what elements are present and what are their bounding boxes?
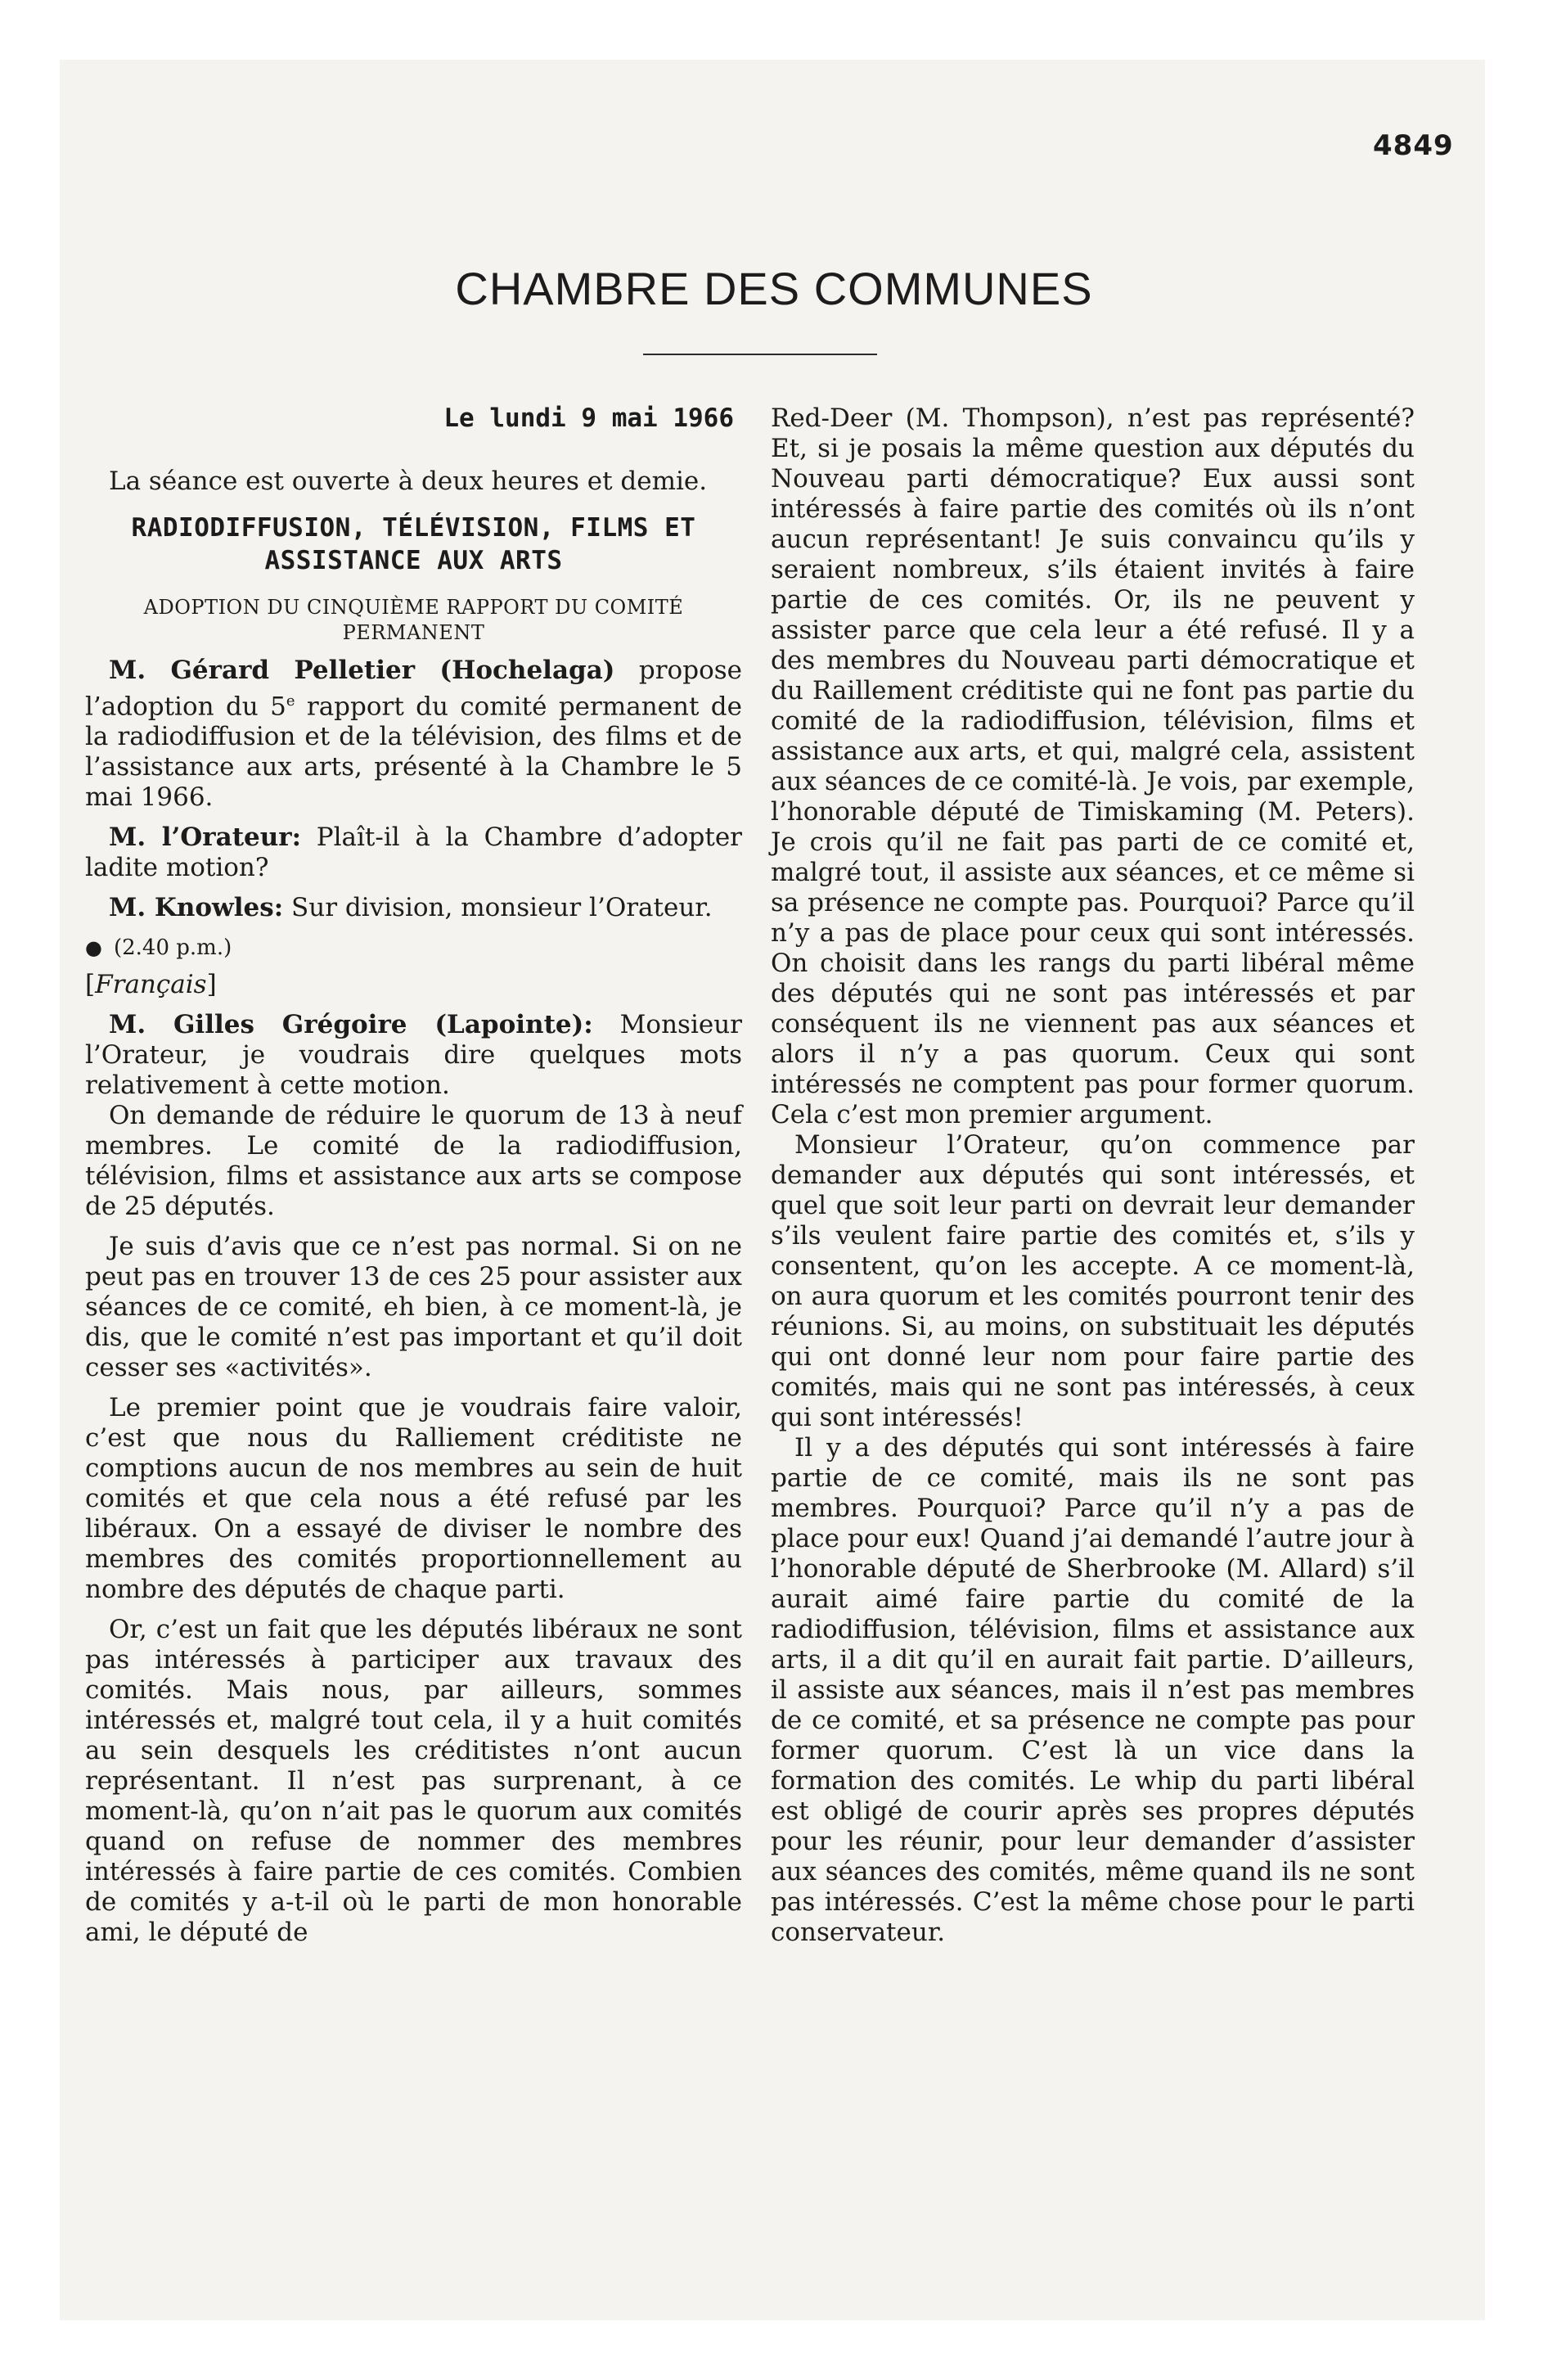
speaker-name: M. Gérard Pelletier (Hochelaga): [109, 656, 615, 685]
speaker-name: M. Knowles:: [109, 893, 284, 923]
left-paragraph: On demande de réduire le quorum de 13 à neuf membres. Le comité de la radiodiffusion, télévision, films et assistance aux arts se compose de 25 députés.: [85, 1101, 742, 1222]
language-marker: [Français]: [85, 970, 217, 1000]
left-paragraph: Je suis d’avis que ce n’est pas normal. Si on ne peut pas en trouver 13 de ces 25 pour assister aux séances de ce comité, eh bien, à ce moment-là, je dis, que le comité n’est pas important et qu’il doit cesser ses «activités».: [85, 1232, 742, 1383]
paragraph-knowles: [85, 893, 742, 923]
paragraph-text: propose l’adoption du 5: [85, 656, 742, 722]
paragraph-orateur: [85, 823, 742, 883]
right-paragraph: Il y a des députés qui sont intéressés à faire partie de ce comité, mais ils ne sont pas membres. Pourquoi? Parce qu’il n’y a pas de place pour eux! Quand j’ai demandé l’autre jour à l’honorable député de Sherbrooke (M. Allard) s’il aurait aimé faire partie du comité de la radiodiffusion, télévision, films et assistance aux arts, il a dit qu’il en aurait fait partie. D’ailleurs, il assiste aux séances, mais il n’est pas membres de ce comité, et sa présence ne compte pas pour former quorum. C’est là un vice dans la formation des comités. Le whip du parti libéral est obligé de courir après ses propres députés pour les réunir, pour leur demander d’assister aux séances des comités, même quand ils ne sont pas intéressés. C’est la même chose pour le parti conservateur.: [771, 1433, 1415, 1947]
paragraph-text: rapport du comité permanent de la radiodiffusion et de la télévision, des films et de l’assistance aux arts, présenté à la Chambre le 5 mai 1966.: [85, 692, 742, 813]
page-title: CHAMBRE DES COMMUNES: [455, 263, 1093, 314]
left-paragraph: Or, c’est un fait que les députés libéraux ne sont pas intéressés à participer aux travaux des comités. Mais nous, par ailleurs, sommes intéressés et, malgré tout cela, il y a huit comités au sein desquels les créditistes n’ont aucun représentant. Il n’est pas surprenant, à ce moment-là, qu’on n’ait pas le quorum aux comités quand on refuse de nommer des membres intéressés à faire partie de ces comités. Combien de comités y a-t-il où le parti de mon honorable ami, le député de: [85, 1615, 742, 1948]
section-subheading: ADOPTION DU CINQUIÈME RAPPORT DU COMITÉ PERMANENT: [143, 596, 684, 644]
language-marker-text: Français: [95, 970, 207, 1000]
opening-statement: La séance est ouverte à deux heures et demie.: [109, 467, 708, 496]
section-heading: RADIODIFFUSION, TÉLÉVISION, FILMS ET ASSISTANCE AUX ARTS: [131, 513, 696, 575]
paragraph-pelletier: [85, 656, 742, 813]
paragraph-text: Sur division, monsieur l’Orateur.: [283, 893, 713, 923]
speaker-name: M. Gilles Grégoire (Lapointe):: [109, 1010, 593, 1040]
right-paragraph: Monsieur l’Orateur, qu’on commence par demander aux députés qui sont intéressés, et quel que soit leur parti on devrait leur demander s’ils veulent faire partie des comités et, s’ils y consentent, qu’on les accepte. A ce moment-là, on aura quorum et les comités pourront tenir des réunions. Si, au moins, on substituait les députés qui ont donné leur nom pour faire partie des comités, mais qui ne sont pas intéressés, à ceux qui sont intéressés!: [771, 1130, 1415, 1432]
page-number: 4849: [1373, 129, 1454, 162]
left-paragraph: Le premier point que je voudrais faire valoir, c’est que nous du Ralliement créditiste ne comptions aucun de nos membres au sein de huit comités et que cela nous a été refusé par les libéraux. On a essayé de diviser le nombre des membres des comités proportionnellement au nombre des députés de chaque parti.: [85, 1393, 742, 1605]
paragraph-text: Monsieur l’Orateur, je voudrais dire quelques mots relativement à cette motion.: [85, 1010, 742, 1101]
right-paragraph: Red-Deer (M. Thompson), n’est pas représenté? Et, si je posais la même question aux députés du Nouveau parti démocratique? Eux aussi sont intéressés à faire partie des comités où ils n’ont aucun représentant! Je suis convaincu qu’ils y seraient nombreux, s’ils étaient invités à faire partie de ces comités. Or, ils ne peuvent y assister parce que cela leur a été refusé. Il y a des membres du Nouveau parti démocratique et du Raillement créditiste qui ne font pas partie du comité de la radiodiffusion, télévision, films et assistance aux arts, et qui, malgré cela, assistent aux séances de ce comité-là. Je vois, par exemple, l’honorable député de Timiskaming (M. Peters). Je crois qu’il ne fait pas parti de ce comité et, malgré tout, il assiste aux séances, et ce même si sa présence ne compte pas. Pourquoi? Parce qu’il n’y a pas de place pour ceux qui sont intéressés. On choisit dans les rangs du parti libéral même des députés qui ne sont pas intéressés et par conséquent ils ne viennent pas aux séances et alors il n’y a pas quorum. Ceux qui sont intéressés ne comptent pas pour former quorum. Cela c’est mon premier argument.: [771, 403, 1415, 1129]
time-marker-text: (2.40 p.m.): [113, 935, 232, 961]
title-rule: [643, 354, 877, 355]
left-column: [85, 403, 742, 1948]
time-marker: [85, 933, 742, 963]
paragraph-text: Plaît-il à la Chambre d’adopter ladite motion?: [85, 823, 742, 883]
session-date: Le lundi 9 mai 1966: [443, 403, 734, 433]
superscript: e: [286, 692, 295, 710]
bullet-icon: ●: [85, 936, 102, 960]
paragraph-gregoire: [85, 1010, 742, 1101]
right-column: [771, 403, 1415, 1948]
speaker-name: M. l’Orateur:: [109, 823, 302, 853]
